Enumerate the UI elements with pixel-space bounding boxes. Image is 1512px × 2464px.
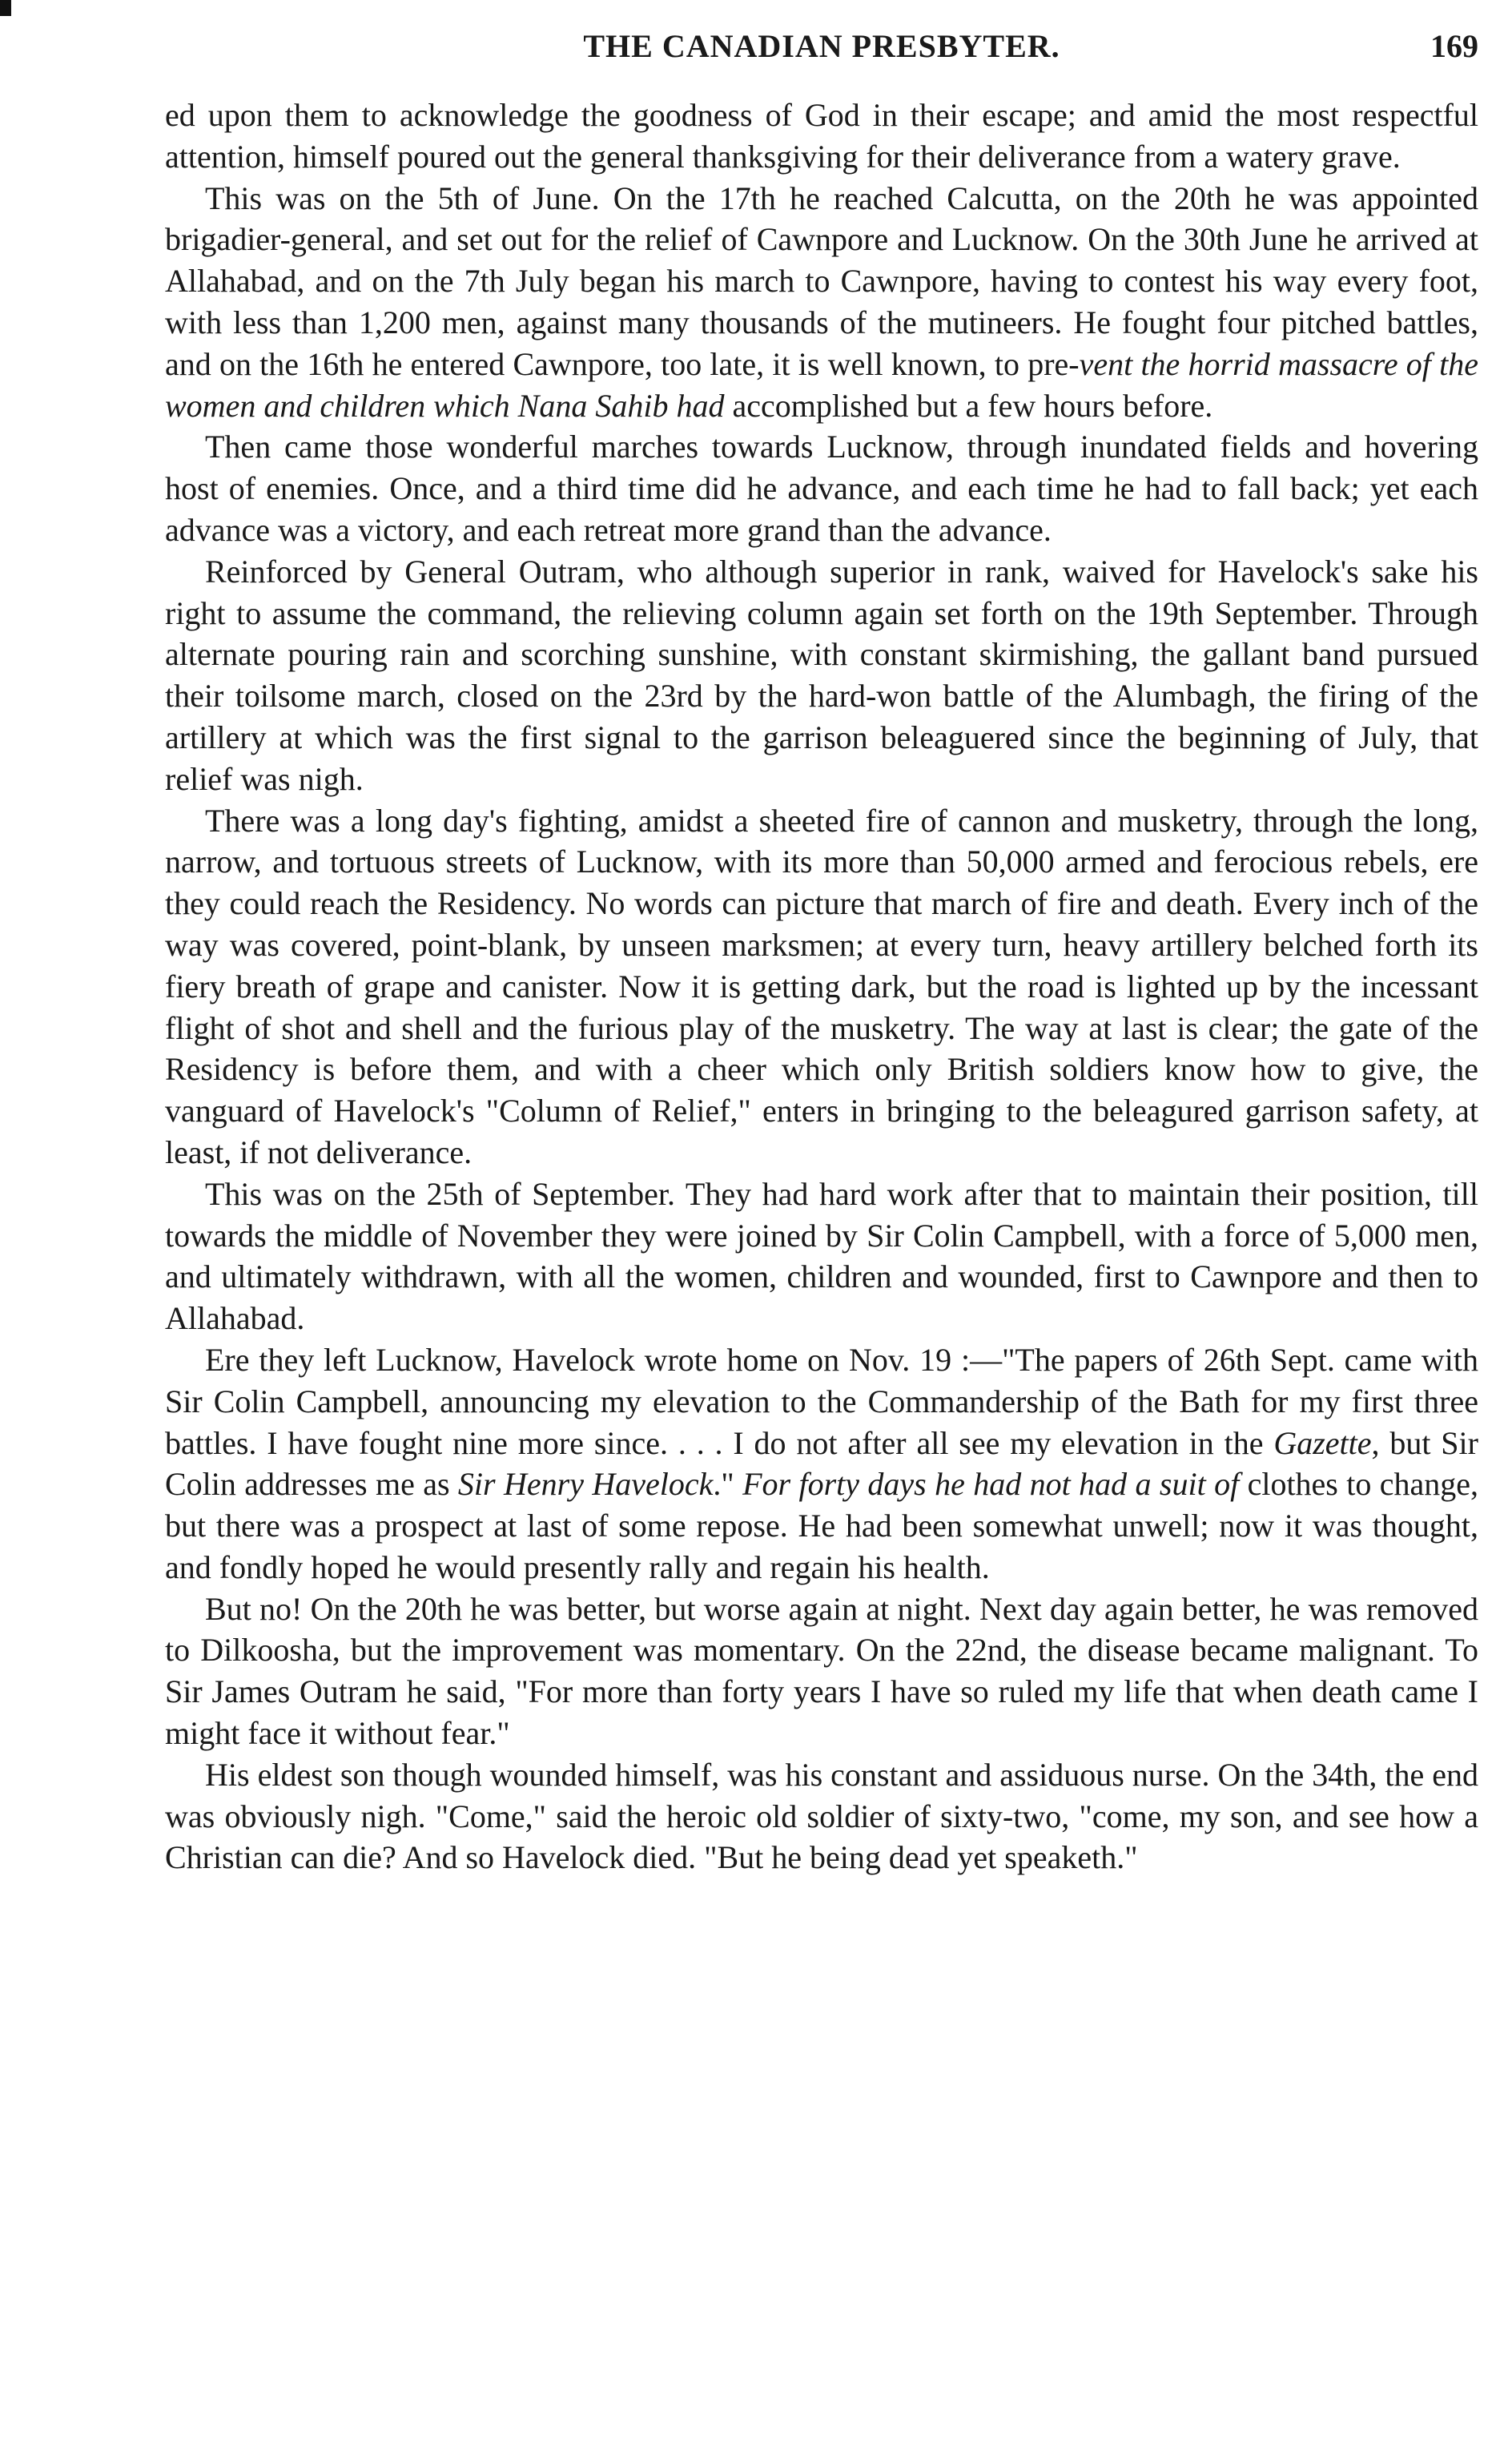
text-run: This was on the 25th of September. They had hard work after that to maintain their position, till towards the middle of November they were joined by Sir Colin Campbell, with a force of 5,000 men, and ultimately withdrawn, with all the women, children and wounded, first to Cawnpore and then to Allahabad.	[165, 1175, 1478, 1337]
italic-text: Sir Henry Havelock	[457, 1466, 714, 1503]
paragraph-1	[165, 95, 1478, 178]
italic-text: For forty days he had not had a suit of	[742, 1466, 1240, 1503]
text-run: Reinforced by General Outram, who although superior in rank, waived for Havelock's sake his right to assume the command, the relieving column again set forth on the 19th September. Through alternate pouring rain and scorching sunshine, with constant skirmishing, the gallant band pursued their toilsome march, closed on the 23rd by the hard-won battle of the Alumbagh, the firing of the artillery at which was the first signal to the garrison beleaguered since the beginning of July, that relief was nigh.	[165, 553, 1478, 797]
text-run: But no! On the 20th he was better, but worse again at night. Next day again better, he was removed to Dilkoosha, but the improvement was momentary. On the 22nd, the disease became malignant. To Sir James Outram he said, "For more than forty years I have so ruled my life that when death came I might face it without fear."	[165, 1590, 1478, 1752]
text-run: , but Sir Colin addresses me as	[165, 1424, 1478, 1503]
paragraph-7	[165, 1339, 1478, 1588]
text-run: clothes to change, but there was a prospect at last of some repose. He had been somewhat unwell; now it was thought, and fondly hoped he would presently rally and regain his health.	[165, 1466, 1479, 1585]
italic-text: vent the horrid massacre of the women and children which Nana Sahib had	[165, 345, 1479, 424]
paragraph-6	[165, 1174, 1478, 1339]
text-run: There was a long day's fighting, amidst a sheeted fire of cannon and musketry, through the long, narrow, and tortuous streets of Lucknow, with its more than 50,000 armed and ferocious rebels, ere they could reach the Residency. No words can picture that march of fire and death. Every inch of the way was covered, point-blank, by unseen marksmen; at every turn, heavy artillery belched forth its fiery breath of grape and canister. Now it is getting dark, but the road is lighted up by the incessant flight of shot and shell and the furious play of the musketry. The way at last is clear; the gate of the Residency is before them, and with a cheer which only British soldiers know how to give, the vanguard of Havelock's "Column of Relief," enters in bringing to the beleagured garrison safety, at least, if not deliverance.	[165, 802, 1478, 1170]
paragraph-3	[165, 426, 1478, 550]
text-run: accomplished but a few hours before.	[724, 387, 1213, 424]
text-run: This was on the 5th of June. On the 17th he reached Calcutta, on the 20th he was appointed brigadier-general, and set out for the relief of Cawnpore and Lucknow. On the 30th June he arrived at Allahabad, and on the 7th July began his march to Cawnpore, having to contest his way every foot, with less than 1,200 men, against many thousands of the mutineers. He fought four pitched battles, and on the 16th he entered Cawnpore, too late, it is well known, to pre-	[165, 179, 1478, 382]
journal-title: THE CANADIAN PRESBYTER.	[583, 28, 1060, 64]
text-run: His eldest son though wounded himself, was his constant and assiduous nurse. On the 34th, the end was obviously nigh. "Come," said the heroic old soldier of sixty-two, "come, my son, and see how a Christian can die? And so Havelock died. "But he being dead yet speaketh."	[165, 1756, 1478, 1876]
page-number: 169	[1430, 28, 1478, 64]
text-run: Ere they left Lucknow, Havelock wrote home on Nov. 19 :—"The papers of 26th Sept. came with Sir Colin Campbell, announcing my elevation to the Commandership of the Bath for my first three battles. I have fought nine more since. . . . I do not after all see my elevation in the	[165, 1341, 1478, 1461]
text-run: ed upon them to acknowledge the goodness of God in their escape; and amid the most respectful attention, himself poured out the general thanksgiving for their deliverance from a watery grave.	[165, 97, 1478, 175]
article-body	[165, 95, 1478, 1878]
paragraph-8	[165, 1588, 1478, 1754]
italic-text: Gazette	[1273, 1424, 1372, 1461]
running-header	[165, 16, 1478, 72]
paragraph-5	[165, 800, 1478, 1174]
text-run: ."	[713, 1466, 743, 1503]
paragraph-9	[165, 1754, 1478, 1878]
text-run: Then came those wonderful marches towards Lucknow, through inundated fields and hovering host of enemies. Once, and a third time did he advance, and each time he had to fall back; yet each advance was a victory, and each retreat more grand than the advance.	[165, 429, 1478, 548]
paragraph-2	[165, 178, 1478, 427]
page-edge-mark	[0, 0, 11, 16]
paragraph-4	[165, 551, 1478, 800]
